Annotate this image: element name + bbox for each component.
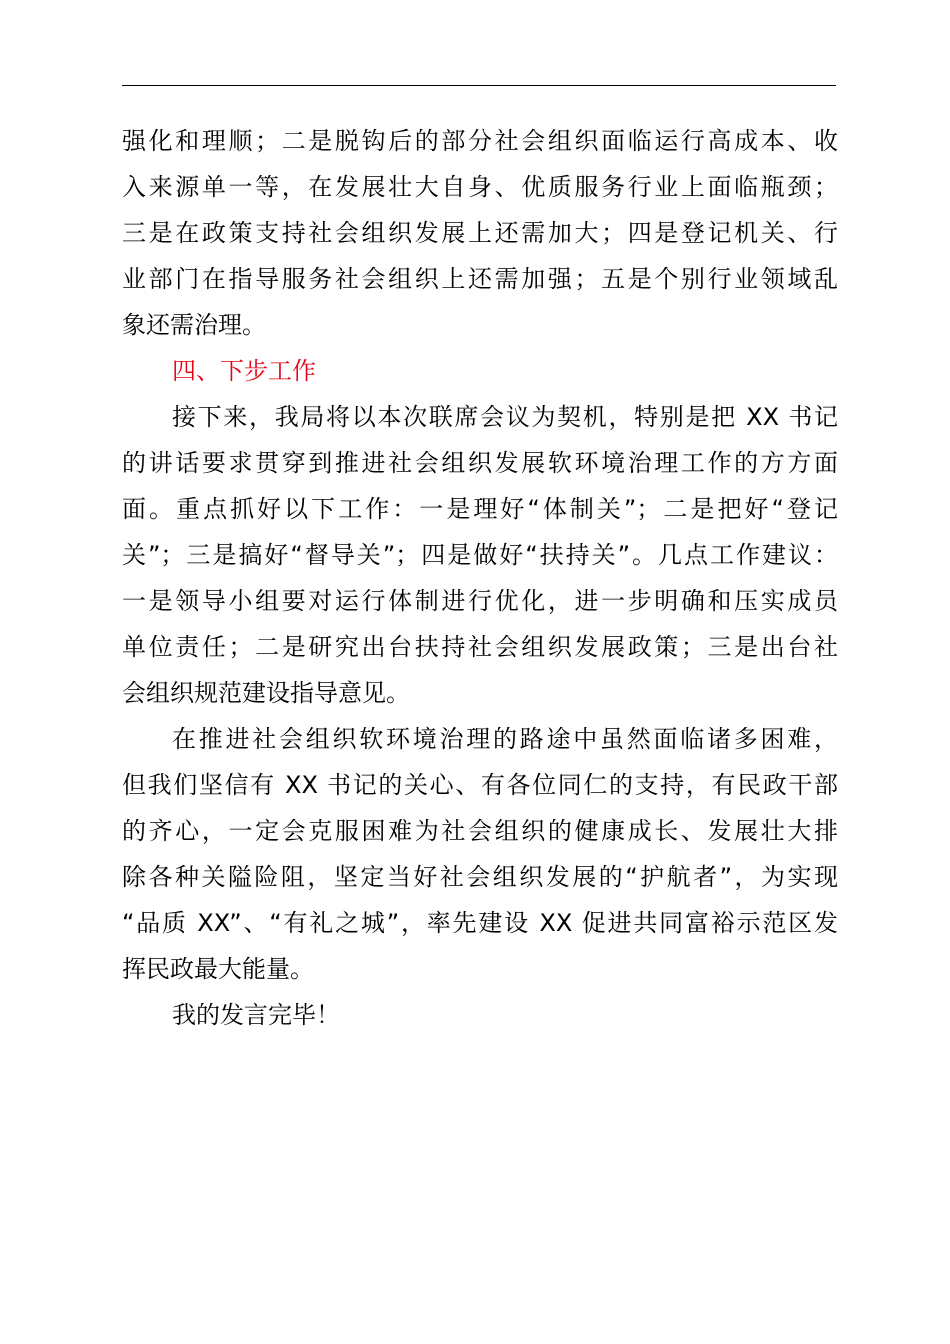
text-line: 关”；三是搞好“督导关”；四是做好“扶持关”。几点工作建议： [122, 541, 838, 569]
text-line: 一是领导小组要对运行体制进行优化，进一步明确和压实成员 [122, 587, 838, 615]
text-line: 挥民政最大能量。 [122, 955, 314, 983]
text-line: 强化和理顺；二是脱钩后的部分社会组织面临运行高成本、收 [122, 127, 838, 155]
text-line: 接下来，我局将以本次联席会议为契机，特别是把 XX 书记 [172, 403, 838, 431]
paragraph-3 [122, 716, 838, 992]
text-line: 三是在政策支持社会组织发展上还需加大；四是登记机关、行 [122, 219, 838, 247]
text-line: 单位责任；二是研究出台扶持社会组织发展政策；三是出台社 [122, 633, 838, 661]
closing-line: 我的发言完毕！ [172, 1001, 340, 1029]
text-line: 会组织规范建设指导意见。 [122, 679, 410, 707]
section-heading: 四、下步工作 [172, 357, 316, 385]
text-line: 面。重点抓好以下工作：一是理好“体制关”；二是把好“登记 [122, 495, 838, 523]
text-line: 象还需治理。 [122, 311, 266, 339]
text-line: 的讲话要求贯穿到推进社会组织发展软环境治理工作的方方面 [122, 449, 838, 477]
header-rule [122, 85, 836, 86]
text-line: “品质 XX”、“有礼之城”，率先建设 XX 促进共同富裕示范区发 [122, 909, 838, 937]
text-line: 在推进社会组织软环境治理的路途中虽然面临诸多困难， [172, 725, 838, 753]
text-line: 业部门在指导服务社会组织上还需加强；五是个别行业领域乱 [122, 265, 838, 293]
text-line: 的齐心，一定会克服困难为社会组织的健康成长、发展壮大排 [122, 817, 838, 845]
text-line: 除各种关隘险阻，坚定当好社会组织发展的“护航者”，为实现 [122, 863, 838, 891]
paragraph-1 [122, 118, 838, 348]
paragraph-2 [122, 394, 838, 716]
text-line: 但我们坚信有 XX 书记的关心、有各位同仁的支持，有民政干部 [122, 771, 838, 799]
document-body [122, 118, 838, 1038]
text-line: 入来源单一等，在发展壮大自身、优质服务行业上面临瓶颈； [122, 173, 838, 201]
